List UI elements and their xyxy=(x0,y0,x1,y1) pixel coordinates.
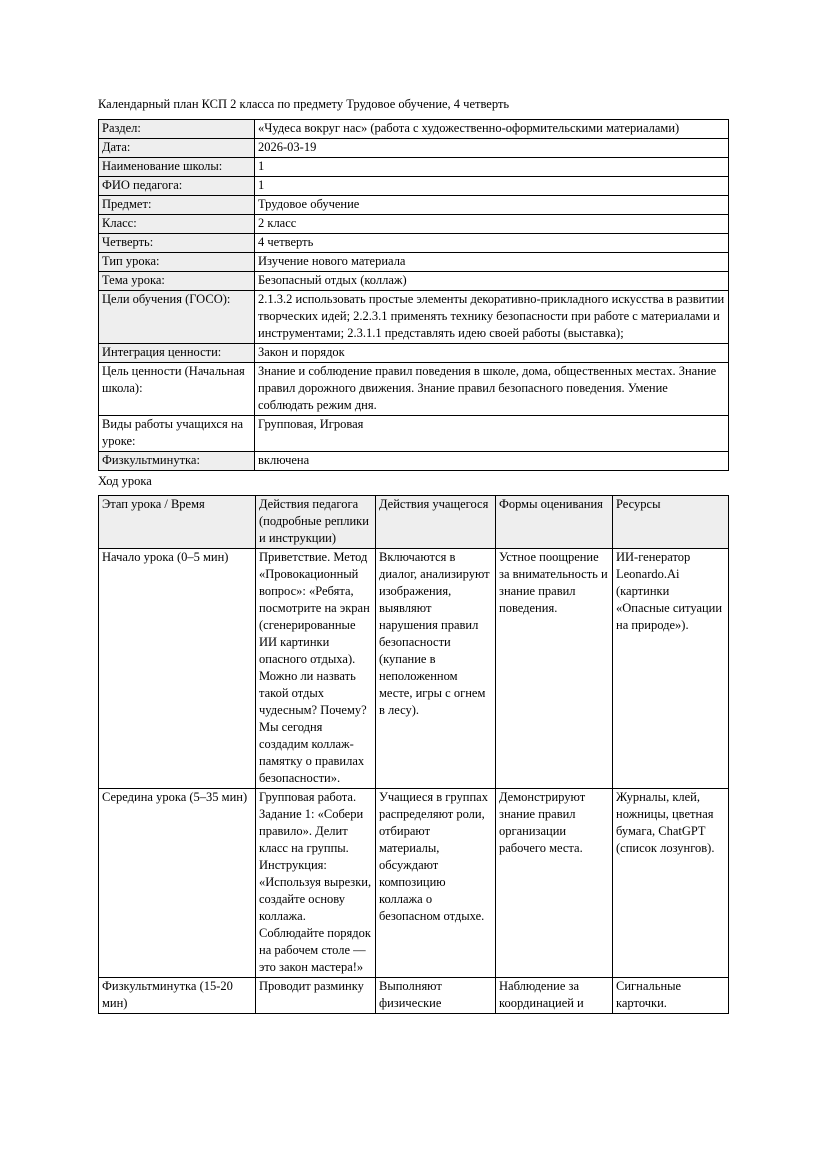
table-row xyxy=(99,344,729,363)
table-row xyxy=(99,234,729,253)
info-label: Виды работы учащихся на уроке: xyxy=(99,416,255,452)
cell-teacher-actions: Групповая работа. Задание 1: «Собери правило». Делит класс на группы. Инструкция: «Используя вырезки, создайте основу коллажа. Соблюдайте порядок на рабочем столе — это закон мастера!» xyxy=(256,789,376,978)
info-value: «Чудеса вокруг нас» (работа с художественно-оформительскими материалами) xyxy=(255,120,729,139)
info-value: Трудовое обучение xyxy=(255,196,729,215)
info-value: 4 четверть xyxy=(255,234,729,253)
cell-stage: Начало урока (0–5 мин) xyxy=(99,549,256,789)
lesson-flow-heading: Ход урока xyxy=(98,474,152,488)
table-row xyxy=(99,978,729,1014)
info-value: 2.1.3.2 использовать простые элементы декоративно-прикладного искусства в развитии творческих идей; 2.2.3.1 применять технику безопасности при работе с материалами и инструментами; 2.3.1.1 представлять идею своей работы (выставка); xyxy=(255,291,729,344)
info-label: Цели обучения (ГОСО): xyxy=(99,291,255,344)
info-label: Раздел: xyxy=(99,120,255,139)
info-value: Закон и порядок xyxy=(255,344,729,363)
info-value: 1 xyxy=(255,177,729,196)
table-row xyxy=(99,452,729,471)
info-label: Четверть: xyxy=(99,234,255,253)
page-title: Календарный план КСП 2 класса по предмету Трудовое обучение, 4 четверть xyxy=(98,97,510,111)
info-label: Интеграция ценности: xyxy=(99,344,255,363)
table-row xyxy=(99,177,729,196)
cell-student-actions: Включаются в диалог, анализируют изображения, выявляют нарушения правил безопасности (купание в неположенном месте, игры с огнем в лесу). xyxy=(376,549,496,789)
info-value: 2026-03-19 xyxy=(255,139,729,158)
cell-resources: Сигнальные карточки. xyxy=(613,978,729,1014)
table-row xyxy=(99,272,729,291)
table-row xyxy=(99,291,729,344)
table-row xyxy=(99,549,729,789)
info-value: Знание и соблюдение правил поведения в школе, дома, общественных местах. Знание правил дорожного движения. Знание правил безопасного поведения. Умение соблюдать режим дня. xyxy=(255,363,729,416)
cell-student-actions: Учащиеся в группах распределяют роли, отбирают материалы, обсуждают композицию коллажа о безопасном отдыхе. xyxy=(376,789,496,978)
cell-resources: Журналы, клей, ножницы, цветная бумага, ChatGPT (список лозунгов). xyxy=(613,789,729,978)
info-value: включена xyxy=(255,452,729,471)
column-header-resources: Ресурсы xyxy=(613,496,729,549)
column-header-assessment: Формы оценивания xyxy=(496,496,613,549)
cell-assessment: Демонстрируют знание правил организации рабочего места. xyxy=(496,789,613,978)
info-label: Предмет: xyxy=(99,196,255,215)
info-label: Цель ценности (Начальная школа): xyxy=(99,363,255,416)
info-value: 1 xyxy=(255,158,729,177)
cell-resources: ИИ-генератор Leonardo.Ai (картинки «Опасные ситуации на природе»). xyxy=(613,549,729,789)
table-row xyxy=(99,158,729,177)
table-row xyxy=(99,120,729,139)
cell-teacher-actions: Проводит разминку xyxy=(256,978,376,1014)
cell-stage: Середина урока (5–35 мин) xyxy=(99,789,256,978)
lesson-flow-table xyxy=(98,495,729,1014)
lesson-info-table xyxy=(98,119,729,471)
info-label: Наименование школы: xyxy=(99,158,255,177)
document-content xyxy=(98,96,728,1014)
table-row xyxy=(99,789,729,978)
cell-student-actions: Выполняют физические xyxy=(376,978,496,1014)
cell-assessment: Наблюдение за координацией и xyxy=(496,978,613,1014)
column-header-teacher-actions: Действия педагога (подробные реплики и инструкции) xyxy=(256,496,376,549)
info-label: Физкультминутка: xyxy=(99,452,255,471)
table-header-row xyxy=(99,496,729,549)
cell-assessment: Устное поощрение за внимательность и знание правил поведения. xyxy=(496,549,613,789)
info-label: Класс: xyxy=(99,215,255,234)
info-value: Групповая, Игровая xyxy=(255,416,729,452)
info-value: Безопасный отдых (коллаж) xyxy=(255,272,729,291)
table-row xyxy=(99,253,729,272)
info-label: Тема урока: xyxy=(99,272,255,291)
table-row xyxy=(99,215,729,234)
column-header-stage: Этап урока / Время xyxy=(99,496,256,549)
table-row xyxy=(99,196,729,215)
cell-teacher-actions: Приветствие. Метод «Провокационный вопрос»: «Ребята, посмотрите на экран (сгенерированные ИИ картинки опасного отдыха). Можно ли назвать такой отдых чудесным? Почему? Мы сегодня создадим коллаж-памятку о правилах безопасности». xyxy=(256,549,376,789)
info-value: Изучение нового материала xyxy=(255,253,729,272)
column-header-student-actions: Действия учащегося xyxy=(376,496,496,549)
table-row xyxy=(99,416,729,452)
info-value: 2 класс xyxy=(255,215,729,234)
info-label: Тип урока: xyxy=(99,253,255,272)
info-label: ФИО педагога: xyxy=(99,177,255,196)
info-label: Дата: xyxy=(99,139,255,158)
table-row xyxy=(99,139,729,158)
table-row xyxy=(99,363,729,416)
cell-stage: Физкультминутка (15-20 мин) xyxy=(99,978,256,1014)
